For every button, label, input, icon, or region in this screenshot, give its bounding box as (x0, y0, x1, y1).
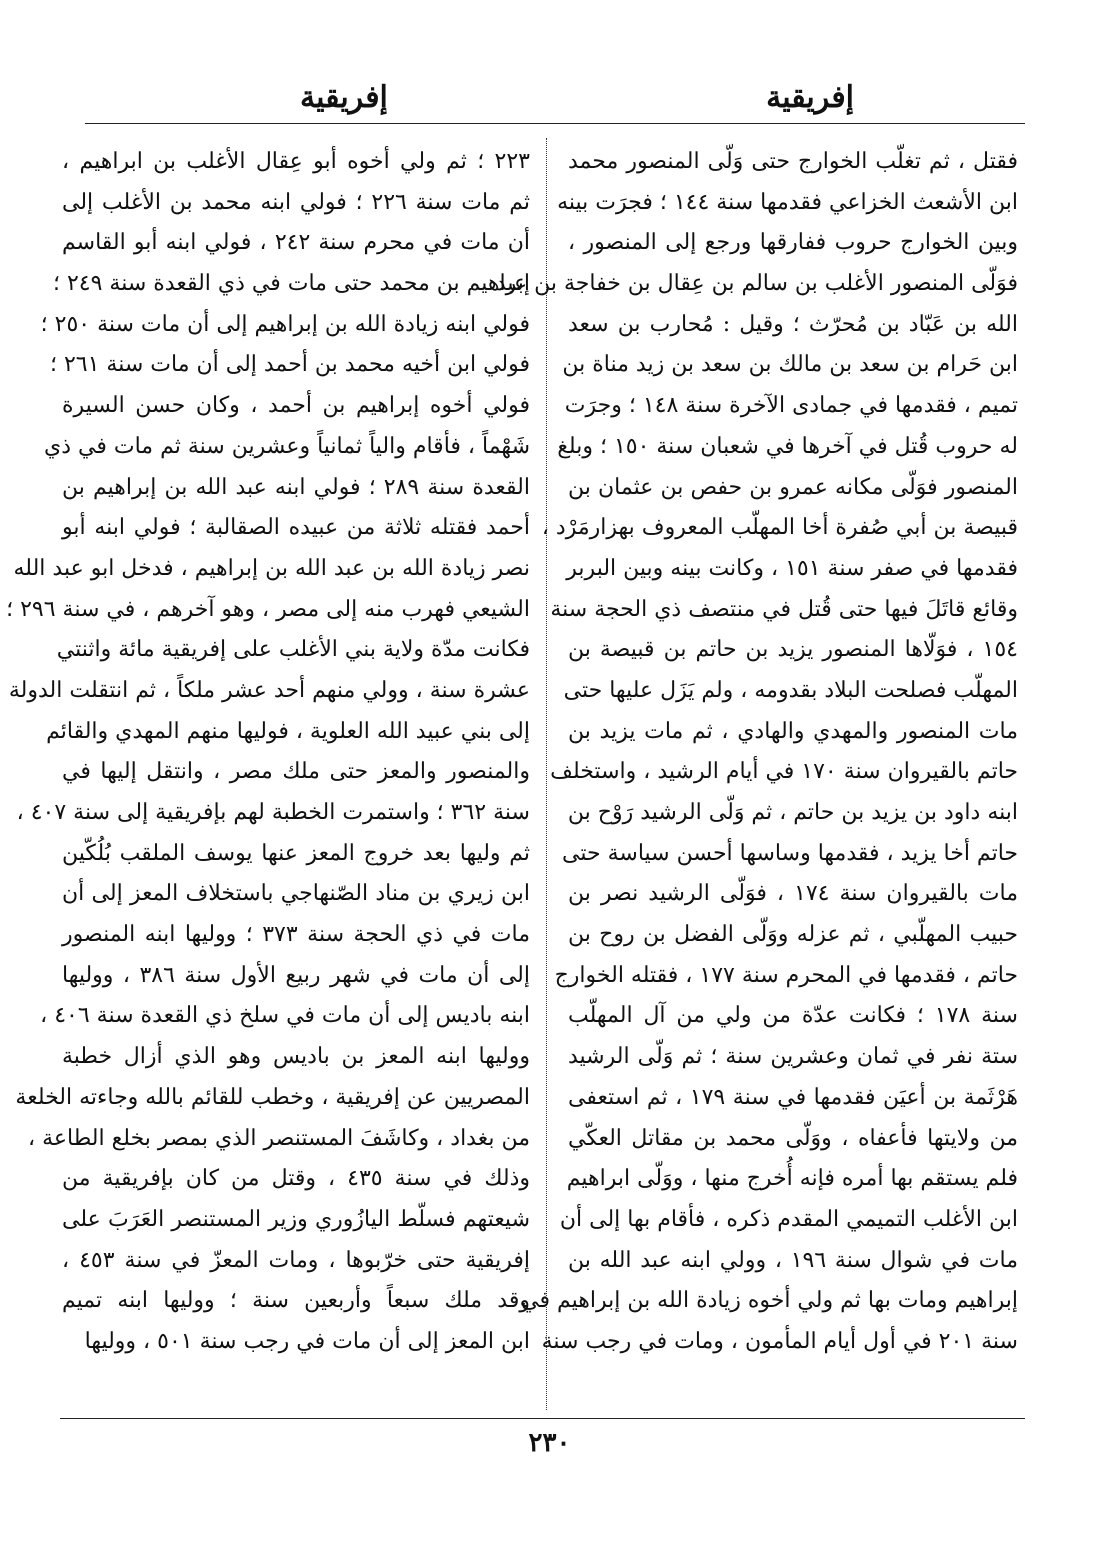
text-line: من بغداد ، وكاشَفَ المستنصر الذي بمصر بخلع الطاعة ، (28, 1125, 530, 1151)
text-line: تميم ، فقدمها في جمادى الآخرة سنة ١٤٨ ؛ وجرَت (564, 393, 1018, 419)
text-line: ابن الأشعث الخزاعي فقدمها سنة ١٤٤ ؛ فجرَت بينه (557, 189, 1018, 215)
text-line: ١٥٤ ، فوَلّاها المنصور يزيد بن حاتم بن قبيصة بن (568, 637, 1018, 663)
text-line: مات بالقيروان سنة ١٧٤ ، فوَلّى الرشيد نصر بن (568, 881, 1019, 907)
text-line: والمنصور والمعز حتى ملك مصر ، وانتقل إليها في (62, 759, 530, 785)
text-line: سنة ١٧٨ ؛ فكانت عدّة من ولي من آل المهلّب (568, 1003, 1018, 1029)
text-line: فولي ابن أخيه محمد بن أحمد إلى أن مات سنة ٢٦١ ؛ (49, 352, 530, 378)
text-line: ابنه باديس إلى أن مات في سلخ ذي القعدة سنة ٤٠٦ ، (40, 1003, 530, 1029)
text-line: ٢٢٣ ؛ ثم ولي أخوه أبو عِقال الأغلب بن ابراهيم ، (62, 149, 530, 174)
text-line: وقد ملك سبعاً وأربعين سنة ؛ ووليها ابنه تميم (62, 1288, 530, 1314)
text-line: ابن حَرام بن سعد بن مالك بن سعد بن زيد مناة بن (562, 352, 1018, 378)
text-line: قبيصة بن أبي صُفرة أخا المهلّب المعروف بهزارمَرْد ، (541, 515, 1018, 541)
text-line: ثم مات سنة ٢٢٦ ؛ فولي ابنه محمد بن الأغلب إلى (62, 189, 530, 215)
text-line: هَرْثَمة بن أعيَن فقدمها في سنة ١٧٩ ، ثم استعفى (568, 1084, 1018, 1110)
text-line: فوَلّى المنصور الأغلب بن سالم بن عِقال بن خفاجة بن عبد (495, 271, 1018, 297)
text-line: ابن المعز إلى أن مات في رجب سنة ٥٠١ ، ووليها (84, 1328, 530, 1354)
text-line: إبراهيم بن محمد حتى مات في ذي القعدة سنة ٢٤٩ ؛ (52, 271, 530, 297)
text-line: الشيعي فهرب منه إلى مصر ، وهو آخرهم ، في سنة ٢٩٦ ؛ (6, 596, 530, 622)
text-line: شيعتهم فسلّط اليازُوري وزير المستنصر العَرَبَ على (62, 1206, 530, 1232)
right-column (495, 142, 1019, 1363)
text-line: ابن زيري بن مناد الصّنهاجي باستخلاف المعز إلى أن (62, 881, 530, 907)
text-line: وذلك في سنة ٤٣٥ ، وقتل من كان بإفريقية من (62, 1166, 530, 1192)
text-line: ستة نفر في ثمان وعشرين سنة ؛ ثم وَلّى الرشيد (568, 1044, 1018, 1070)
text-line: المصريين عن إفريقية ، وخطب للقائم بالله وجاءته الخلعة (15, 1084, 530, 1110)
top-rule (85, 123, 1025, 124)
text-line: فقتل ، ثم تغلّب الخوارج حتى وَلّى المنصور محمد (568, 149, 1018, 174)
text-line: ثم وليها بعد خروج المعز عنها يوسف الملقب بُلُكّين (62, 840, 530, 866)
text-line: سنة ٢٠١ في أول أيام المأمون ، ومات في رجب سنة (541, 1328, 1018, 1354)
text-line: إفريقية حتى خرّبوها ، ومات المعزّ في سنة ٤٥٣ ، (62, 1247, 531, 1273)
text-line: ابن الأغلب التميمي المقدم ذكره ، فأقام بها إلى أن (559, 1206, 1018, 1232)
running-header-right: إفريقية (766, 80, 854, 115)
text-line: مات في ذي الحجة سنة ٣٧٣ ؛ ووليها ابنه المنصور (62, 922, 530, 948)
text-line: حبيب المهلّبي ، ثم عزله ووَلّى الفضل بن روح بن (568, 922, 1018, 948)
left-column (6, 142, 531, 1363)
text-line: إلى بني عبيد الله العلوية ، فوليها منهم المهدي والقائم (46, 718, 530, 744)
text-line: نصر زيادة الله بن عبد الله بن إبراهيم ، فدخل ابو عبد الله (13, 555, 530, 581)
page-number: ٢٣٠ (528, 1428, 571, 1458)
text-line: المهلّب فصلحت البلاد بقدومه ، ولم يَزَل عليها حتى (563, 677, 1018, 703)
text-line: من ولايتها فأعفاه ، ووَلّى محمد بن مقاتل العكّي (568, 1125, 1018, 1151)
text-line: وبين الخوارج حروب ففارقها ورجع إلى المنصور ، (568, 230, 1018, 256)
text-line: شَهْماً ، فأقام والياً ثمانياً وعشرين سنة ثم مات في ذي (44, 433, 530, 459)
text-line: فقدمها في صفر سنة ١٥١ ، وكانت بينه وبين البربر (566, 555, 1018, 581)
running-header-left: إفريقية (300, 80, 388, 115)
bottom-rule (60, 1418, 1025, 1419)
text-line: المنصور فوَلّى مكانه عمرو بن حفص بن عثمان بن (568, 474, 1018, 500)
text-line: وقائع قاتَلَ فيها حتى قُتل في منتصف ذي الحجة سنة (550, 596, 1018, 622)
text-line: فكانت مدّة ولاية بني الأغلب على إفريقية مائة واثنتي (56, 637, 530, 663)
text-line: فلم يستقم بها أمره فإنه أُخرج منها ، ووَلّى ابراهيم (566, 1166, 1018, 1192)
text-line: حاتم ، فقدمها في المحرم سنة ١٧٧ ، فقتله الخوارج (554, 962, 1018, 988)
text-line: حاتم أخا يزيد ، فقدمها وساسها أحسن سياسة حتى (562, 840, 1018, 866)
text-line: له حروب قُتل في آخرها في شعبان سنة ١٥٠ ؛ وبلغ (557, 433, 1018, 459)
text-line: عشرة سنة ، وولي منهم أحد عشر ملكاً ، ثم انتقلت الدولة (8, 677, 530, 703)
text-line: القعدة سنة ٢٨٩ ؛ فولي ابنه عبد الله بن إبراهيم بن (62, 474, 530, 500)
text-line: سنة ٣٦٢ ؛ واستمرت الخطبة لهم بإفريقية إلى سنة ٤٠٧ ، (16, 800, 530, 825)
text-line: ابنه داود بن يزيد بن حاتم ، ثم وَلّى الرشيد رَوْح بن (567, 800, 1018, 825)
text-line: أحمد فقتله ثلاثة من عبيده الصقالبة ؛ فولي ابنه أبو (62, 515, 530, 541)
text-line: فولي ابنه زيادة الله بن إبراهيم إلى أن مات سنة ٢٥٠ ؛ (40, 311, 530, 337)
text-line: ووليها ابنه المعز بن باديس وهو الذي أزال خطبة (62, 1044, 530, 1070)
text-line: إبراهيم ومات بها ثم ولي أخوه زيادة الله بن إبراهيم في (521, 1288, 1018, 1314)
text-line: حاتم بالقيروان سنة ١٧٠ في أيام الرشيد ، واستخلف (550, 759, 1018, 785)
text-line: مات في شوال سنة ١٩٦ ، وولي ابنه عبد الله بن (568, 1247, 1018, 1273)
text-line: مات المنصور والمهدي والهادي ، ثم مات يزيد بن (568, 718, 1018, 744)
text-line: فولي أخوه إبراهيم بن أحمد ، وكان حسن السيرة (62, 393, 530, 419)
column-divider (546, 138, 547, 1410)
text-line: إلى أن مات في شهر ربيع الأول سنة ٣٨٦ ، ووليها (62, 962, 530, 988)
text-line: الله بن عَبّاد بن مُحرّث ؛ وقيل : مُحارب بن سعد (568, 311, 1018, 337)
text-line: أن مات في محرم سنة ٢٤٢ ، فولي ابنه أبو القاسم (62, 230, 530, 256)
